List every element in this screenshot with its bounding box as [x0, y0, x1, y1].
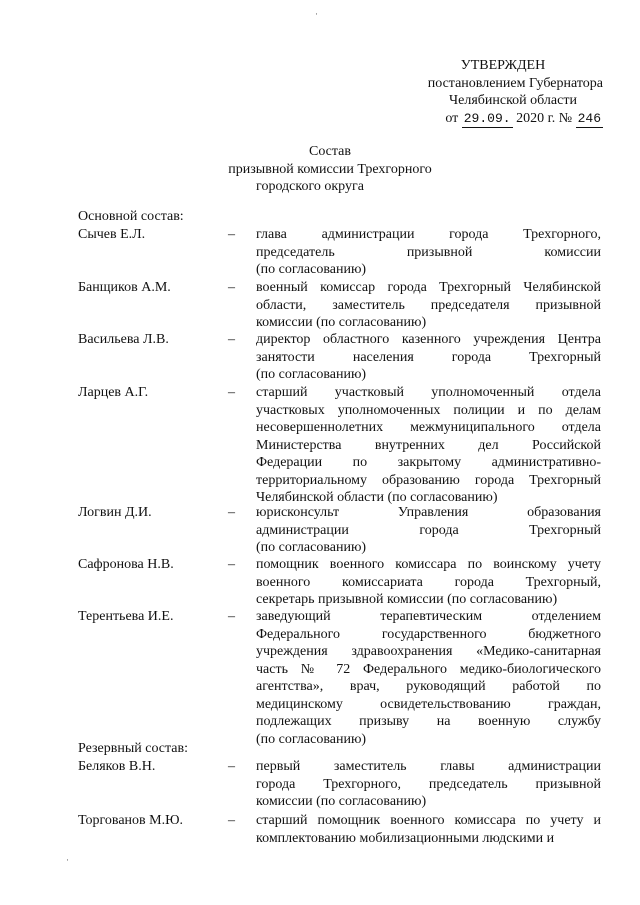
position-line: территориальному образованию города Трехгорный — [256, 472, 601, 488]
position-line: часть № 72 Федерального медико-биологического — [256, 661, 601, 677]
member-position — [256, 226, 601, 279]
position-line: области, заместитель председателя призывной — [256, 297, 601, 313]
position-line: заведующий терапевтическим отделением — [256, 609, 601, 624]
member-name: Беляков В.Н. — [78, 759, 156, 774]
member-name: Васильева Л.В. — [78, 332, 169, 347]
position-line: военного комиссариата города Трехгорный, — [256, 574, 601, 590]
position-line: занятости населения города Трехгорный — [256, 349, 601, 365]
position-line: (по согласованию) — [256, 540, 367, 555]
position-line: директор областного казенного учреждения Центра — [256, 332, 601, 347]
member-dash: – — [228, 505, 235, 520]
position-line: Федерального государственного бюджетного — [256, 626, 601, 642]
approval-heading: УТВЕРЖДЕН — [460, 58, 546, 73]
position-line: комиссии (по согласованию) — [256, 794, 427, 809]
member-name: Терентьева И.Е. — [78, 609, 174, 624]
scan-speck: · — [66, 855, 69, 865]
member-row — [78, 226, 608, 279]
title-line-1: Состав — [308, 144, 351, 159]
position-line: учреждения здравоохранения «Медико-санитарная — [256, 644, 601, 659]
member-name: Торгованов М.Ю. — [78, 813, 183, 828]
member-name: Ларцев А.Г. — [78, 385, 149, 400]
document-title — [190, 143, 470, 196]
position-line: военный комиссар города Трехгорный Челябинской — [256, 280, 601, 295]
position-line: несовершеннолетних межмуниципального отдела — [256, 420, 601, 435]
approval-date-suffix: 2020 г. № — [516, 110, 573, 126]
approval-line-2: постановлением Губернатора — [427, 75, 603, 91]
member-row — [78, 331, 608, 384]
title-line-3: городского округа — [256, 179, 364, 194]
member-position — [256, 504, 601, 557]
member-name: Логвин Д.И. — [78, 505, 152, 520]
reserve-composition-label: Резервный состав: — [78, 741, 189, 756]
member-dash: – — [228, 385, 235, 400]
title-line-2: призывной комиссии Трехгорного — [228, 161, 432, 177]
approval-number: 246 — [576, 110, 603, 129]
member-position — [256, 384, 601, 507]
member-position — [256, 758, 601, 811]
member-position — [256, 331, 601, 384]
position-line: юрисконсульт Управления образования — [256, 505, 601, 520]
scan-speck: · — [315, 9, 318, 19]
position-line: подлежащих призыву на военную службу — [256, 714, 601, 729]
member-name: Сафронова Н.В. — [78, 557, 174, 572]
member-row — [78, 608, 608, 748]
position-line: администрации города Трехгорный — [256, 522, 601, 538]
position-line: (по согласованию) — [256, 367, 367, 382]
position-line: (по согласованию) — [256, 262, 367, 277]
position-line: (по согласованию) — [256, 731, 367, 747]
member-row — [78, 758, 608, 811]
member-position — [256, 556, 601, 609]
position-line: старший участковый уполномоченный отдела — [256, 385, 601, 400]
position-line: Федерации по закрытому административно- — [256, 455, 601, 470]
member-dash: – — [228, 280, 235, 295]
position-line: медицинскому освидетельствованию граждан, — [256, 696, 601, 712]
member-dash: – — [228, 813, 235, 828]
position-line: помощник военного комиссара по воинскому учету — [256, 557, 601, 572]
member-dash: – — [228, 557, 235, 572]
member-row — [78, 279, 608, 332]
approval-line-3: Челябинской области — [449, 93, 577, 108]
member-row — [78, 812, 608, 847]
member-name: Банщиков А.М. — [78, 280, 171, 295]
member-position — [256, 608, 601, 748]
position-line: секретарь призывной комиссии (по согласованию) — [256, 592, 558, 607]
approval-stamp — [363, 57, 603, 128]
position-line: первый заместитель главы администрации — [256, 759, 601, 774]
member-position — [256, 812, 601, 847]
member-row — [78, 384, 608, 507]
member-dash: – — [228, 759, 235, 774]
position-line: города Трехгорного, председатель призывной — [256, 776, 601, 792]
position-line: старший помощник военного комиссара по учету и — [256, 813, 601, 828]
member-row — [78, 504, 608, 557]
member-dash: – — [228, 609, 235, 624]
main-composition-label: Основной состав: — [78, 209, 184, 224]
member-dash: – — [228, 227, 235, 242]
position-line: глава администрации города Трехгорного, — [256, 227, 601, 242]
member-name: Сычев Е.Л. — [78, 227, 146, 242]
position-line: участковых уполномоченных полиции и по делам — [256, 402, 601, 418]
position-line: комиссии (по согласованию) — [256, 315, 427, 330]
position-line: агентства», врач, руководящий работой по — [256, 679, 601, 694]
member-position — [256, 279, 601, 332]
position-line: председатель призывной комиссии — [256, 244, 601, 260]
member-dash: – — [228, 332, 235, 347]
approval-date-prefix: от — [445, 110, 459, 126]
position-line: Министерства внутренних дел Российской — [256, 437, 601, 453]
position-line: комплектованию мобилизационными людскими и — [256, 830, 555, 846]
approval-date-line — [363, 110, 603, 129]
member-row — [78, 556, 608, 609]
position-line: Челябинской области (по согласованию) — [256, 490, 498, 505]
approval-date: 29.09. — [462, 110, 513, 129]
